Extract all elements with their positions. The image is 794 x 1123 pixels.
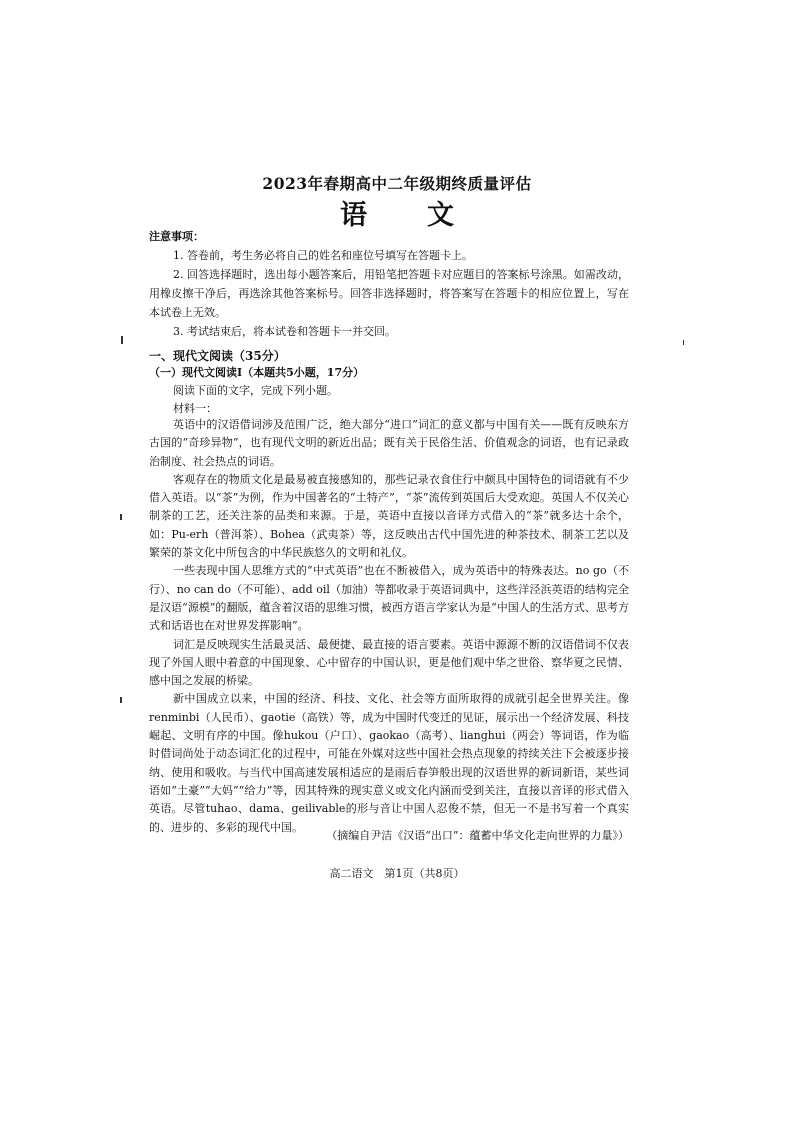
notice-list xyxy=(149,246,629,341)
passage-paragraph: 英语中的汉语借词涉及范围广泛，绝大部分“进口”词汇的意义都与中国有关——既有反映东方古国的“奇珍异物”，也有现代文明的新近出品；既有关于民俗生活、价值观念的词语，也有记录政治制度、社会热点的词语。 xyxy=(149,418,629,468)
subject-char-2: 文 xyxy=(427,200,454,231)
passage-paragraph: 一些表现中国人思维方式的“中式英语”也在不断被借入，成为英语中的特殊表达。no go（不行）、no can do（不可能）、add oil（加油）等都收录于英语词典中，这些洋泾浜英语的结构完全是汉语“源模”的翻版，蕴含着汉语的思维习惯，被西方语言学家认为是“中国人的生活方式、思考方式和话语也在对世界发挥影响”。 xyxy=(149,564,629,633)
subject-title xyxy=(0,193,794,232)
subject-char-1: 语 xyxy=(340,200,367,231)
section-heading: 一、现代文阅读（35分） xyxy=(149,349,286,363)
scan-mark-right-1 xyxy=(683,340,684,345)
passage-paragraph: 新中国成立以来，中国的经济、科技、文化、社会等方面所取得的成就引起全世界关注。像renminbi（人民币）、gaotie（高铁）等，成为中国时代变迁的见证，展示出一个经济发展、科技崛起、文明有序的中国。像hukou（户口）、gaokao（高考）、lianghui（两会）等词语，作为临时借词尚处于动态词汇化的过程中，可能在外媒对这些中国社会热点现象的持续关注下会被逐步接纳、使用和吸收。与当代中国高速发展相适应的是雨后春笋般出现的汉语世界的新词新语，某些词语如“土豪”“大妈”“给力”等，因其特殊的现实意义或文化内涵而受到关注，直接以音译的形式借入英语。尽管tuhao、dama、geilivable的形与音让中国人忍俊不禁，但无一不是书写着一个真实的、进步的、多彩的现代中国。 xyxy=(149,692,629,834)
scan-mark-left-3 xyxy=(120,697,122,703)
reading-passage xyxy=(149,416,629,837)
notice-item: 3. 考试结束后，将本试卷和答题卡一并交回。 xyxy=(173,325,396,338)
subsection-heading: （一）现代文阅读Ⅰ（本题共5小题，17分） xyxy=(149,366,365,379)
scan-mark-left-1 xyxy=(121,336,123,344)
page-footer: 高二语文 第1页（共8页） xyxy=(329,867,465,880)
notice-heading: 注意事项： xyxy=(149,230,204,243)
notice-item: 1. 答卷前，考生务必将自己的姓名和座位号填写在答题卡上。 xyxy=(173,249,473,262)
exam-title: 2023年春期高中二年级期终质量评估 xyxy=(262,174,532,193)
passage-paragraph: 词汇是反映现实生活最灵活、最便捷、最直接的语言要素。英语中源源不断的汉语借词不仅表现了外国人眼中着意的中国现象、心中留存的中国认识，更是他们观中华之世俗、察华夏之民情、感中国之发展的桥梁。 xyxy=(149,637,629,688)
scan-mark-left-2 xyxy=(120,514,122,520)
reading-instruction: 阅读下面的文字，完成下列小题。 xyxy=(173,384,338,397)
material-label: 材料一： xyxy=(173,402,217,415)
passage-paragraph: 客观存在的物质文化是最易被直接感知的，那些记录衣食住行中颇具中国特色的词语就有不少借入英语。以“茶”为例，作为中国著名的“土特产”，“茶”流传到英国后大受欢迎。英国人不仅关心制茶的工艺，还关注茶的品类和来源。于是，英语中直接以音译方式借入的“茶”就多达十余个，如：Pu-erh（普洱茶）、Bohea（武夷茶）等，这反映出古代中国先进的种茶技术、制茶工艺以及繁荣的茶文化中所包含的中华民族悠久的文明和礼仪。 xyxy=(149,472,629,560)
source-citation: （摘编自尹洁《汉语“出口”：蕴蓄中华文化走向世界的力量》） xyxy=(326,829,629,842)
notice-item: 2. 回答选择题时，选出每小题答案后，用铅笔把答题卡对应题目的答案标号涂黑。如需改动，用橡皮擦干净后，再选涂其他答案标号。回答非选择题时，将答案写在答题卡的相应位置上，写在本试卷上无效。 xyxy=(149,268,629,319)
